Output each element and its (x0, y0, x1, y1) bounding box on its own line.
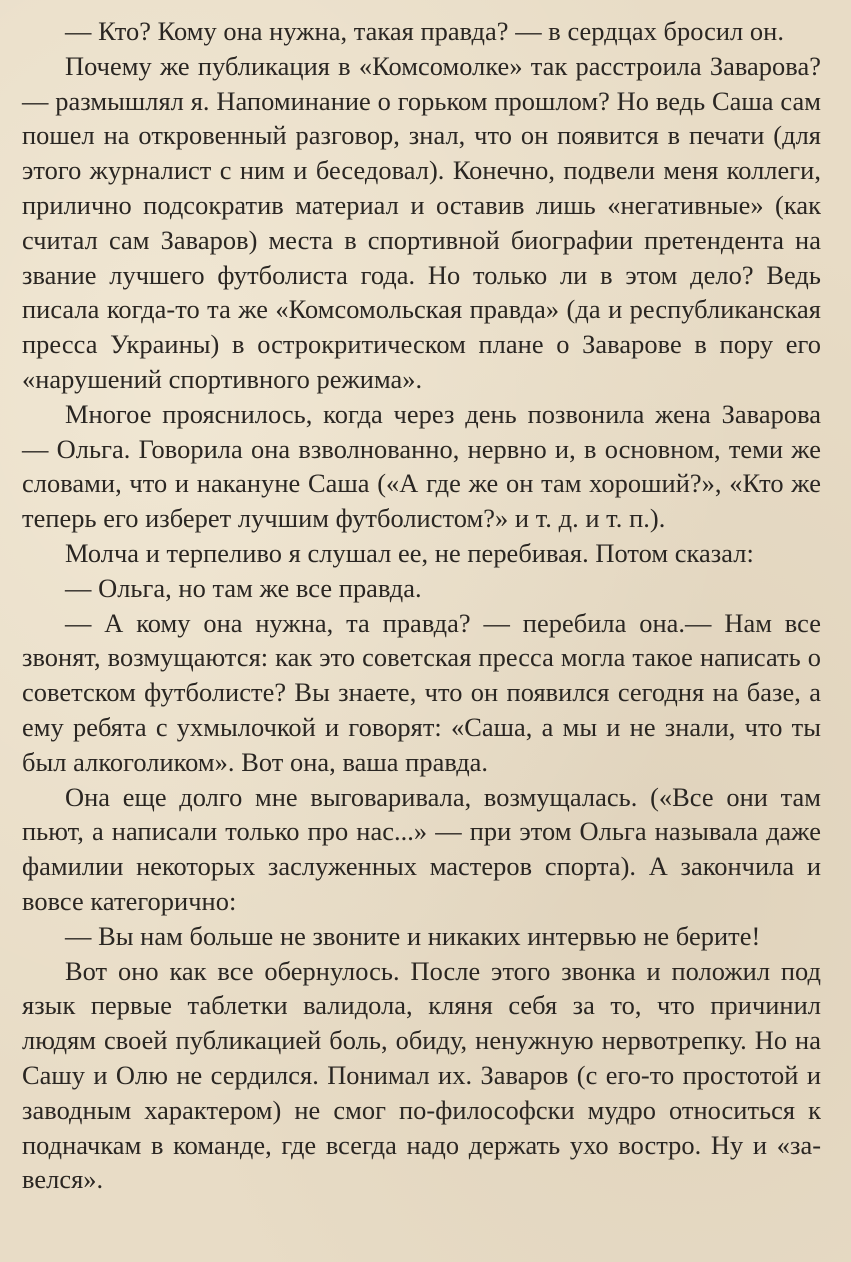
paragraph: Молча и терпеливо я слушал ее, не перебивая. Потом сказал: (65, 537, 754, 568)
paragraph: — Вы нам больше не звоните и никаких интервью не берите! (65, 920, 761, 951)
paragraph: — Ольга, но там же все правда. (65, 572, 422, 603)
paragraph: Многое прояснилось, когда через день позвонила жена Заварова — Ольга. Говорила она взволнованно, нервно и, в основном, теми же словами, что и накануне Саша («А где же он там хороший?», «Кто же теперь его изберет лучшим футболистом?» и т. д. и т. п.). (22, 398, 821, 534)
paragraph: Почему же публикация в «Комсомолке» так расстроила Заварова? — размышлял я. Напоминание о горьком прошлом? Но ведь Саша сам пошел на откровенный разговор, знал, что он появится в печати (для этого журналист с ним и беседовал). Конечно, подвели меня коллеги, прилично подсократив материал и оставив лишь «негативные» (как считал сам Заваров) места в спортивной биографии претендента на звание лучшего футболиста года. Но только ли в этом дело? Ведь писала когда-то та же «Комсомольская правда» (да и республиканская пресса Украины) в острокритическом плане о Заварове в пору его «нарушений спортивного режима». (22, 50, 821, 394)
paragraph: — Кто? Кому она нужна, такая правда? — в сердцах бросил он. (65, 16, 784, 46)
paragraph: — А кому она нужна, та правда? — перебила она.— Нам все звонят, возмущаются: как это советская пресса могла такое написать о советском футболисте? Вы знаете, что он появился сегодня на базе, а ему ребята с ухмылочкой и говорят: «Саша, а мы и не знали, что ты был алкоголиком». Вот она, ваша правда. (22, 607, 821, 777)
paragraph: Она еще долго мне выговаривала, возмущалась. («Все они там пьют, а написали только про нас...» — при этом Ольга называла даже фамилии некоторых заслуженных мастеров спорта). А закончила и вовсе категорично: (22, 781, 821, 916)
paragraph: Вот оно как все обернулось. После этого звонка и положил под язык первые таблетки валидола, кляня себя за то, что причинил людям своей публикацией боль, обиду, ненужную нервотрепку. Но на Сашу и Олю не сердился. Понимал их. Заваров (с его-то простотой и заводным характером) не смог по-философски мудро относиться к подначкам в команде, где всегда надо держать ухо востро. Ну и «завелся». (22, 955, 821, 1195)
